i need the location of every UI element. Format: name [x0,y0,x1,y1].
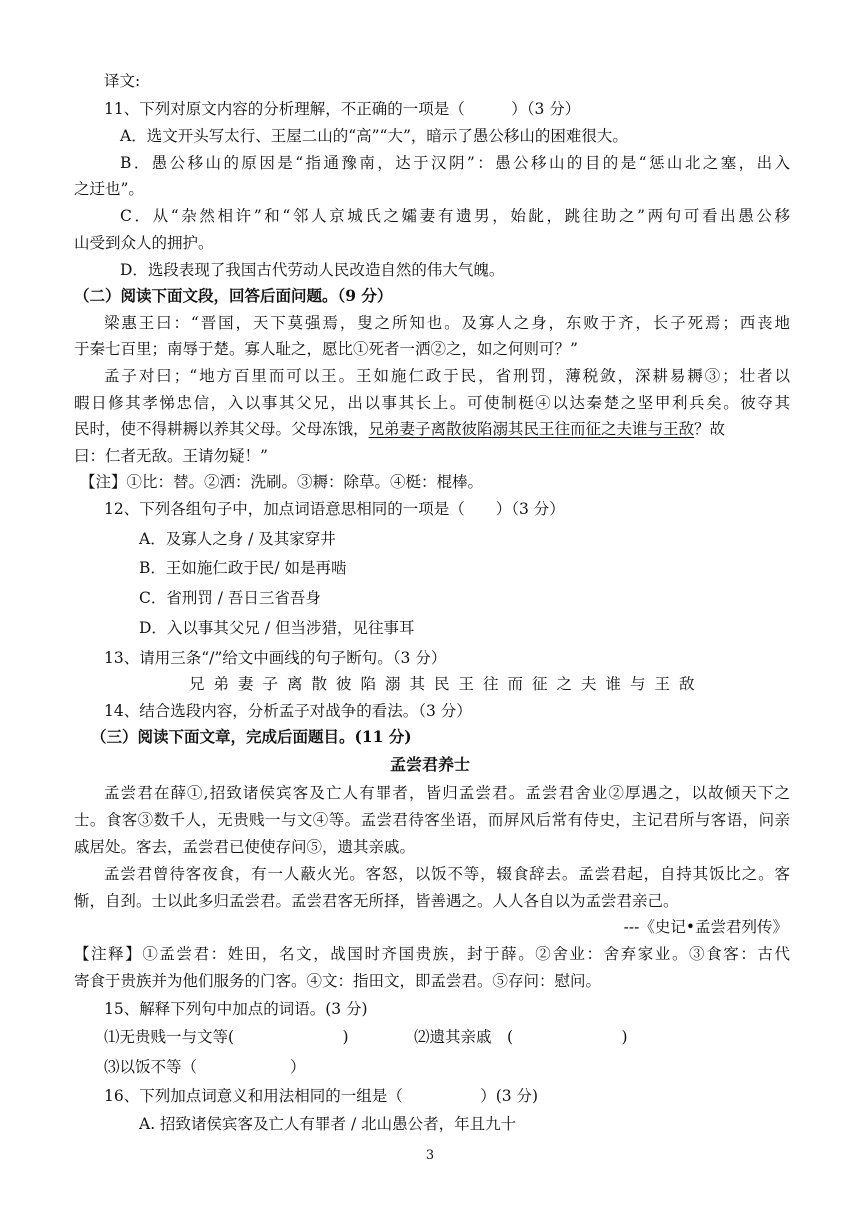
q11-option-c: C．从“杂然相许”和“邻人京城氏之孀妻有遗男，始龀，跳往助之”两句可看出愚公移 [120,207,790,225]
q12-option-d: D．入以事其父兄 / 但当涉猎，见往事耳 [139,619,415,637]
q15-item-3: ⑶以饭不等（ ） [104,1058,306,1076]
passage-3-source: ---《史记•孟尝君列传》 [623,918,788,936]
passage-3-para-2-cont: 惭，自刭。士以此多归孟尝君。孟尝君客无所择，皆善遇之。人人各自以为孟尝君亲己。 [74,892,679,910]
passage-2-para-2-cont-2 [74,418,725,440]
text-after-underline: ？故 [694,420,726,438]
q12-option-b: B．王如施仁政于民/ 如是再啮 [139,559,347,577]
question-13: 13、请用三条“/”给文中画线的句子断句。（3 分） [104,649,447,667]
passage-3-para-1-cont-2: 戚居处。客去，孟尝君已使使存问⑤，遗其亲戚。 [74,838,416,856]
translation-label: 译文: [104,72,141,90]
q12-option-c: C．省刑罚 / 吾日三省吾身 [139,589,321,607]
passage-3-para-1: 孟尝君在薛①,招致诸侯宾客及亡人有罪者，皆归孟尝君。孟尝君舍业②厚遇之，以故倾天下之 [104,784,790,802]
section-3-heading: （三）阅读下面文章，完成后面题目。(11 分) [91,727,412,746]
passage-3-para-1-cont-1: 士。食客③数千人，无贵贱一与文④等。孟尝君待客坐语，而屏风后常有侍史，主记君所与客语，问亲 [74,811,790,829]
passage-2-para-1: 梁惠王曰：“晋国，天下莫强焉，叟之所知也。及寡人之身，东败于齐，长子死焉；西丧地 [104,314,790,332]
question-12: 12、下列各组句子中，加点词语意思相同的一项是（ ）（3 分） [104,500,565,518]
question-16: 16、下列加点词意义和用法相同的一组是（ ）(3 分) [104,1087,539,1105]
section-2-heading: （二）阅读下面文段，回答后面问题。（9 分） [74,286,393,305]
q11-option-c-cont: 山受到众人的拥护。 [74,234,214,252]
text-before-underline: 民时，使不得耕耨以养其父母。父母冻饿， [74,420,369,438]
page-number: 3 [425,1148,435,1163]
passage-3-title: 孟尝君养士 [389,755,470,774]
q11-option-a: A．选文开头写太行、王屋二山的“高”“大”，暗示了愚公移山的困难很大。 [120,127,628,145]
q13-sentence: 兄弟妻子离散彼陷溺其民王往而征之夫谁与王敌 [189,675,704,693]
question-11: 11、下列对原文内容的分析理解，不正确的一项是（ ）（3 分） [104,100,581,118]
q16-option-a: A. 招致诸侯宾客及亡人有罪者 / 北山愚公者，年且九十 [139,1115,517,1133]
q11-option-b: B．愚公移山的原因是“指通豫南，达于汉阴”：愚公移山的目的是“惩山北之塞，出入 [120,154,790,172]
passage-3-notes: 【注释】①孟尝君：姓田，名文，战国时齐国贵族，封于薛。②舍业：舍弃家业。③食客：古代 [74,945,790,963]
question-14: 14、结合选段内容，分析孟子对战争的看法。（3 分） [104,702,472,720]
passage-2-notes: 【注】①比：替。②洒：洗刷。③耨：除草。④梃：棍棒。 [80,473,484,491]
q15-item-2: ⑵遗其亲戚 ( ) [414,1028,628,1046]
passage-3-notes-cont: 寄食于贵族并为他们服务的门客。④文：指田文，即孟尝君。⑤存问：慰问。 [74,972,602,990]
passage-3-para-2: 孟尝君曾待客夜食，有一人蔽火光。客怒，以饭不等，辍食辞去。孟尝君起，自持其饭比之。客 [104,865,790,883]
q11-option-b-cont: 之迂也”。 [74,180,144,198]
underlined-sentence: 兄弟妻子离散彼陷溺其民王往而征之夫谁与王敌 [368,420,695,438]
passage-2-para-2-cont-1: 暇日修其孝悌忠信，入以事其父兄，出以事其长上。可使制梃④以达秦楚之坚甲利兵矣。彼夺其 [74,394,790,412]
passage-2-para-2: 孟子对曰；“地方百里而可以王。王如施仁政于民，省刑罚，薄税敛，深耕易耨③；壮者以 [104,367,790,385]
passage-2-para-1-cont: 于秦七百里；南辱于楚。寡人耻之，愿比①死者一洒②之，如之何则可？” [74,340,578,358]
q12-option-a: A．及寡人之身 / 及其家穿井 [139,530,336,548]
q11-option-d: D．选段表现了我国古代劳动人民改造自然的伟大气魄。 [120,261,505,279]
question-15: 15、解释下列句中加点的词语。(3 分) [104,1000,368,1018]
passage-2-para-2-cont-3: 曰：仁者无敌。王请勿疑！” [74,447,268,465]
q15-item-1: ⑴无贵贱一与文等( ) [104,1028,349,1046]
